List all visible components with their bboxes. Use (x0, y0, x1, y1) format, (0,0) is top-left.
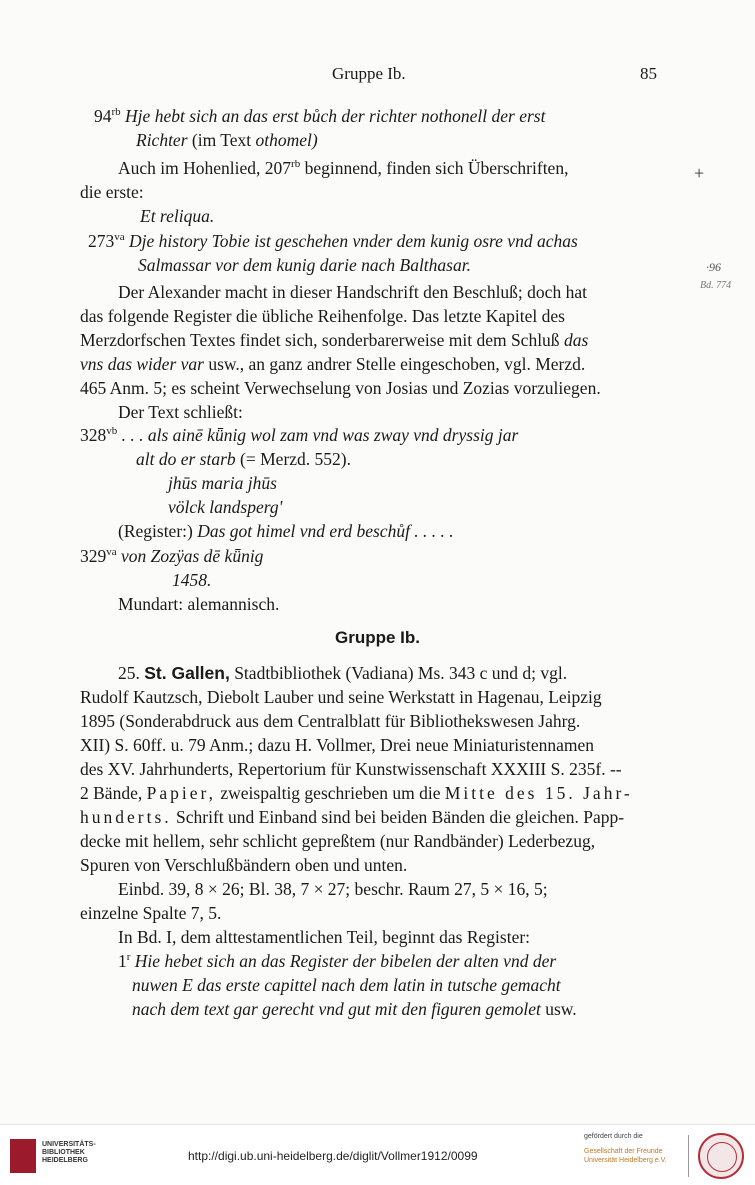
page-number: 85 (640, 64, 657, 83)
text-line: die erste: (80, 182, 144, 202)
text-line: 25. St. Gallen, Stadtbibliothek (Vadiana) Ms. 343 c und d; vgl. (118, 663, 568, 683)
text-line: Der Alexander macht in dieser Handschrift den Beschluß; doch hat (118, 282, 587, 302)
footer-bar (0, 1124, 755, 1185)
library-name: UNIVERSITÄTS- BIBLIOTHEK HEIDELBERG (42, 1141, 96, 1164)
text-line: 465 Anm. 5; es scheint Verwechselung von Josias und Zozias vorzuliegen. (80, 378, 601, 398)
university-seal-icon (698, 1133, 744, 1179)
text-line: 1895 (Sonderabdruck aus dem Centralblatt für Bibliothekswesen Jahrg. (80, 711, 581, 731)
text-line: (Register:) Das got himel vnd erd beschůf . . . . . (118, 521, 454, 541)
text-line: einzelne Spalte 7, 5. (80, 903, 222, 923)
text-line: jhūs maria jhūs (168, 473, 277, 493)
text-line: Mundart: alemannisch. (118, 594, 280, 614)
funded-by-label: gefördert durch die (584, 1133, 643, 1140)
running-header: Gruppe Ib. (332, 64, 406, 83)
text-line: Der Text schließt: (118, 402, 243, 422)
text-line: $328^{vb}$ . . . als ainē kǖnig wol zam vnd was zway vnd dryssig jar (80, 425, 519, 445)
margin-note: ·96 (706, 260, 721, 274)
text-line: Rudolf Kautzsch, Diebolt Lauber und seine Werkstatt in Hagenau, Leipzig (80, 687, 602, 707)
text-line: Richter (im Text othomel) (136, 130, 318, 150)
text-line: nach dem text gar gerecht vnd gut mit den figuren gemolet usw. (132, 999, 577, 1019)
margin-note: Bd. 774 (700, 280, 732, 291)
text-line: $273^{va}$ Dje history Tobie ist geschehen vnder dem kunig osre vnd achas (88, 231, 578, 251)
text-line: Salmassar vor dem kunig darie nach Balthasar. (138, 255, 471, 275)
text-line: In Bd. I, dem alttestamentlichen Teil, beginnt das Register: (118, 927, 531, 947)
text-line: decke mit hellem, sehr schlicht gepreßtem (nur Randbänder) Lederbezug, (80, 831, 596, 851)
section-heading: Gruppe Ib. (335, 628, 420, 647)
text-line: $94^{rb}$ Hje hebt sich an das erst bůch der richter nothonell der erst (94, 106, 546, 126)
text-line: nuwen E das erste capittel nach dem latin in tutsche gemacht (132, 975, 561, 995)
text-line: 1$^r$ Hie hebet sich an das Register der bibelen der alten vnd der (118, 951, 557, 971)
text-line: $329^{va}$ von Zozÿas dē kǖnig (80, 546, 264, 566)
text-line: XII) S. 60ff. u. 79 Anm.; dazu H. Vollmer, Drei neue Miniaturistennamen (80, 735, 595, 755)
text-line: Merzdorfschen Textes findet sich, sonderbarerweise mit dem Schluß das (80, 330, 589, 350)
society-name: Gesellschaft der Freunde Universität Heidelberg e.V. (584, 1148, 667, 1164)
text-line: völck landsperg' (168, 497, 283, 517)
text-line: 2 Bände, Papier, zweispaltig geschrieben um die Mitte des 15. Jahr- (80, 783, 633, 803)
text-line: 1458. (172, 570, 212, 590)
divider (688, 1135, 689, 1177)
permalink-url[interactable]: http://digi.ub.uni-heidelberg.de/diglit/Vollmer1912/0099 (188, 1149, 478, 1163)
text-line: Auch im Hohenlied, $207^{rb}$ beginnend, finden sich Überschriften, (118, 158, 569, 178)
text-line: Spuren von Verschlußbändern oben und unten. (80, 855, 408, 875)
text-line: Einbd. 39, 8 × 26; Bl. 38, 7 × 27; beschr. Raum 27, 5 × 16, 5; (118, 879, 548, 899)
text-line: hunderts. Schrift und Einband sind bei beiden Bänden die gleichen. Papp- (80, 807, 625, 827)
text-line: alt do er starb (= Merzd. 552). (136, 449, 351, 469)
text-line: des XV. Jahrhunderts, Repertorium für Kunstwissenschaft XXXIII S. 235f. -- (80, 759, 622, 779)
margin-plus-mark: + (694, 163, 705, 183)
library-logo-icon[interactable] (10, 1139, 36, 1173)
text-line: das folgende Register die übliche Reihenfolge. Das letzte Kapitel des (80, 306, 565, 326)
text-line: vns das wider var usw., an ganz andrer Stelle eingeschoben, vgl. Merzd. (80, 354, 586, 374)
text-line: Et reliqua. (140, 206, 215, 226)
